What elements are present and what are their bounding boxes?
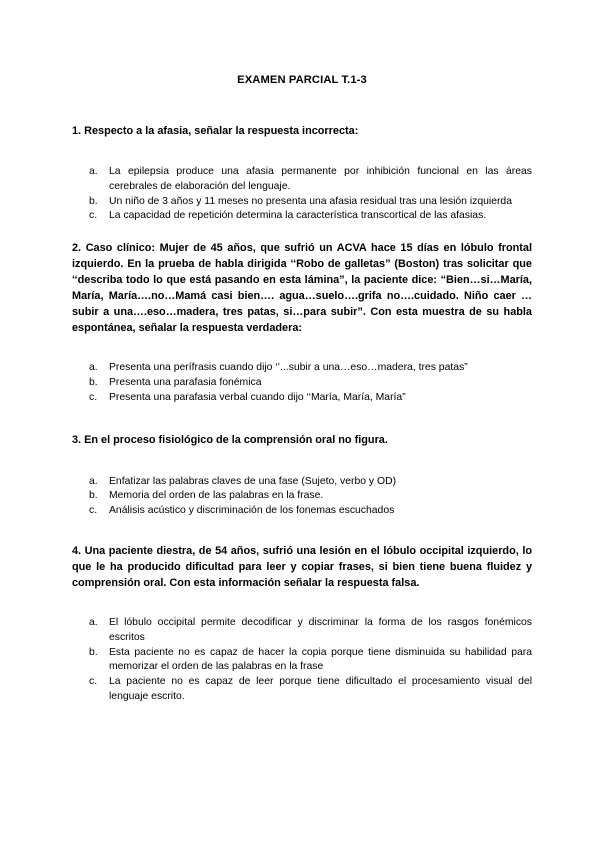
option-a (72, 616, 532, 646)
option-letter: a. (89, 475, 98, 487)
option-b (72, 489, 532, 504)
option-text: La capacidad de repetición determina la característica transcortical de las afasias. (109, 210, 487, 222)
question-stem: 4. Una paciente diestra, de 54 años, sufrió una lesión en el lóbulo occipital izquierdo, lo que le ha producido dificultad para leer y copiar frases, si bien tiene buena fluidez y comprensión oral. Con esta información señalar la respuesta falsa. (72, 544, 532, 589)
question-4 (72, 543, 532, 705)
option-text: Presenta una parafasia fonémica (109, 376, 262, 388)
option-text: Análisis acústico y discriminación de los fonemas escuchados (109, 505, 395, 517)
option-letter: c. (89, 505, 98, 517)
option-letter: b. (89, 376, 98, 388)
option-text: Presenta una parafasia verbal cuando dijo ‘‘María, María, María” (109, 391, 406, 403)
question-3 (72, 432, 532, 519)
option-c (72, 504, 532, 519)
option-letter: b. (89, 490, 98, 502)
option-letter: c. (89, 676, 98, 688)
question-stem: 3. En el proceso fisiológico de la comprensión oral no figura. (72, 433, 388, 446)
option-a (72, 361, 532, 376)
option-letter: a. (89, 166, 98, 177)
question-stem: 1. Respecto a la afasia, señalar la respuesta incorrecta: (72, 125, 359, 137)
question-stem: 2. Caso clínico: Mujer de 45 años, que sufrió un ACVA hace 15 días en lóbulo frontal izquierdo. En la prueba de habla dirigida ‘‘Robo de galletas” (Boston) tras solicitar que ‘‘describa todo lo que está pasando en esta lámina”, la paciente dice: “Bien…si…María, María, María….no…Mamá casi bien…. agua…suelo….grifa no….cuidado. Niño caer … subir a una….eso…madera, tres patas, si…para subir”. Con esta muestra de su habla espontánea, señalar la respuesta verdadera: (72, 242, 532, 335)
option-b (72, 376, 532, 391)
option-letter: a. (89, 616, 98, 628)
option-c (72, 391, 532, 406)
options-list (72, 361, 532, 405)
option-text: La epilepsia produce una afasia permanente por inhibición funcional en las áreas cerebrales de elaboración del lenguaje. (109, 166, 532, 192)
options-list (72, 165, 532, 224)
option-text: Esta paciente no es capaz de hacer la copia porque tiene disminuida su habilidad para memorizar el orden de las palabras en la frase (109, 646, 532, 673)
option-text: El lóbulo occipital permite decodificar y discriminar la forma de los rasgos fonémicos escritos (109, 616, 532, 643)
option-text: Un niño de 3 años y 11 meses no presenta una afasia residual tras una lesión izquierda (109, 195, 512, 207)
option-c (72, 209, 532, 224)
question-1 (72, 123, 532, 224)
option-b (72, 195, 532, 210)
option-letter: b. (89, 646, 98, 658)
option-letter: c. (89, 391, 98, 403)
options-list (72, 475, 532, 519)
exam-title: EXAMEN PARCIAL T.1-3 (237, 74, 367, 86)
option-a (72, 165, 532, 195)
option-letter: c. (89, 210, 98, 222)
option-c (72, 675, 532, 705)
option-letter: b. (89, 195, 98, 207)
option-text: La paciente no es capaz de leer porque tiene dificultado el procesamiento visual del lenguaje escrito. (109, 676, 532, 702)
option-letter: a. (89, 362, 98, 374)
option-text: Memoria del orden de las palabras en la frase. (109, 490, 324, 502)
option-text: Presenta una perífrasis cuando dijo ‘’...subir a una…eso…madera, tres patas” (109, 362, 468, 374)
question-2 (72, 240, 532, 405)
option-text: Enfatizar las palabras claves de una fase (Sujeto, verbo y OD) (109, 475, 397, 487)
option-a (72, 475, 532, 490)
options-list (72, 616, 532, 705)
option-b (72, 646, 532, 676)
